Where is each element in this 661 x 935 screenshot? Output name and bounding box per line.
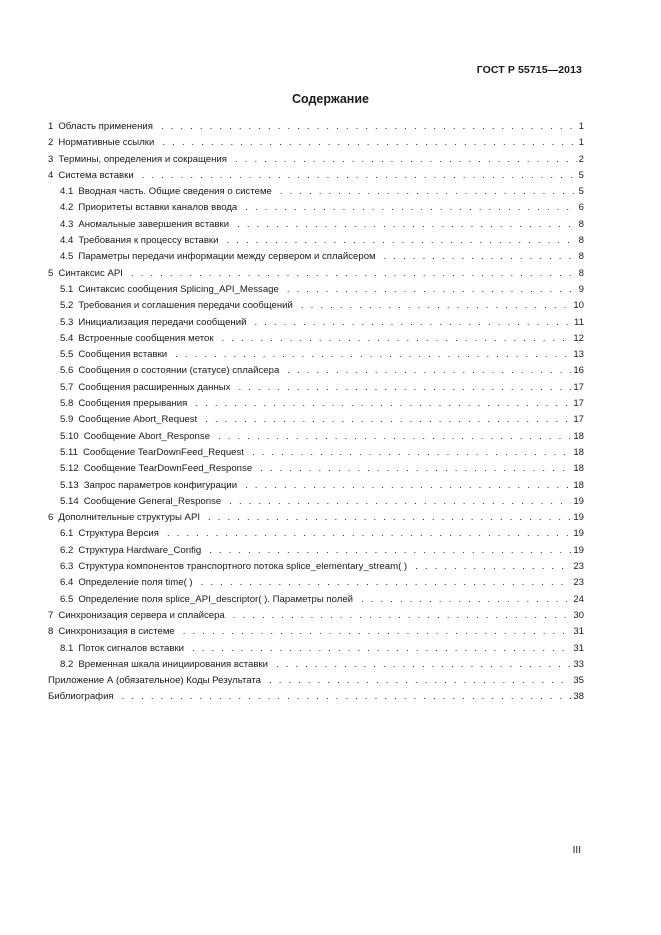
toc-entry-number: 2 bbox=[48, 137, 54, 149]
toc-entry-page: 18 bbox=[573, 430, 584, 442]
toc-entry[interactable] bbox=[48, 624, 584, 640]
dot-leader bbox=[175, 347, 571, 363]
toc-entry-page: 5 bbox=[578, 186, 584, 198]
toc-entry[interactable] bbox=[48, 543, 584, 559]
toc-entry-title: Требования к процессу вставки bbox=[78, 235, 219, 247]
toc-entry[interactable] bbox=[48, 412, 584, 428]
dot-leader bbox=[280, 184, 577, 200]
toc-entry-title: Сообщения вставки bbox=[78, 349, 168, 361]
toc-entry[interactable] bbox=[48, 673, 584, 689]
toc-entry-title: Термины, определения и сокращения bbox=[58, 153, 227, 165]
dot-leader bbox=[122, 689, 572, 705]
toc-entry-title: Сообщение Abort_Request bbox=[78, 414, 198, 426]
standard-id: ГОСТ Р 55715—2013 bbox=[476, 64, 582, 76]
toc-entry-title: Структура Версия bbox=[78, 528, 159, 540]
toc-entry-page: 17 bbox=[573, 381, 584, 393]
toc-entry-number: 5.4 bbox=[60, 332, 74, 344]
toc-entry[interactable] bbox=[48, 575, 584, 591]
toc-entry-title: Аномальные завершения вставки bbox=[78, 218, 230, 230]
toc-entry-page: 18 bbox=[573, 479, 584, 491]
toc-entry[interactable] bbox=[48, 282, 584, 298]
dot-leader bbox=[301, 298, 571, 314]
dot-leader bbox=[209, 543, 571, 559]
dot-leader bbox=[384, 249, 577, 265]
toc-entry-number: 6.3 bbox=[60, 561, 74, 573]
toc-entry-number: 6.1 bbox=[60, 528, 74, 540]
toc-entry-number: 5.7 bbox=[60, 381, 74, 393]
toc-entry-page: 10 bbox=[573, 300, 584, 312]
dot-leader bbox=[415, 559, 571, 575]
toc-entry-title: Поток сигналов вставки bbox=[78, 642, 185, 654]
dot-leader bbox=[260, 461, 571, 477]
toc-entry-page: 17 bbox=[573, 414, 584, 426]
toc-entry-title: Синхронизация сервера и сплайсера bbox=[58, 609, 225, 621]
toc-entry-page: 13 bbox=[573, 349, 584, 361]
toc-entry-page: 1 bbox=[578, 137, 584, 149]
toc-entry-title: Вводная часть. Общие сведения о системе bbox=[78, 186, 272, 198]
toc-entry-title: Запрос параметров конфигурации bbox=[83, 479, 238, 491]
toc-entry-page: 19 bbox=[573, 544, 584, 556]
toc-entry-page: 31 bbox=[573, 642, 584, 654]
toc-entry-number: 4.1 bbox=[60, 186, 74, 198]
dot-leader bbox=[233, 608, 572, 624]
toc-entry[interactable] bbox=[48, 249, 584, 265]
toc-entry-number: 5.11 bbox=[60, 446, 78, 458]
toc-entry-page: 5 bbox=[578, 169, 584, 181]
dot-leader bbox=[167, 526, 571, 542]
toc-entry-title: Система вставки bbox=[58, 169, 134, 181]
toc-entry-title: Структура Hardware_Config bbox=[78, 544, 202, 556]
toc-entry-number: 3 bbox=[48, 153, 54, 165]
toc-entry-title: Сообщения прерывания bbox=[78, 398, 188, 410]
toc-entry-title: Дополнительные структуры API bbox=[58, 512, 201, 524]
dot-leader bbox=[183, 624, 572, 640]
toc-entry-title: Инициализация передачи сообщений bbox=[78, 316, 247, 328]
toc-entry-page: 24 bbox=[573, 593, 584, 605]
toc-entry[interactable] bbox=[48, 331, 584, 347]
toc-entry-number: 5.13 bbox=[60, 479, 79, 491]
toc-entry-number: 5.5 bbox=[60, 349, 74, 361]
toc-entry[interactable] bbox=[48, 266, 584, 282]
toc-entry-number: 8.2 bbox=[60, 658, 74, 670]
toc-entry[interactable] bbox=[48, 429, 584, 445]
toc-entry[interactable] bbox=[48, 396, 584, 412]
toc-entry-page: 1 bbox=[578, 121, 584, 132]
dot-leader bbox=[287, 282, 577, 298]
toc-entry-number: 4.2 bbox=[60, 202, 74, 214]
toc-entry-title: Встроенные сообщения меток bbox=[78, 332, 214, 344]
toc-entry-number: 6.2 bbox=[60, 544, 74, 556]
toc-entry-page: 8 bbox=[578, 251, 584, 263]
toc-entry-number: 5 bbox=[48, 267, 54, 279]
document-header bbox=[477, 64, 582, 76]
toc-entry[interactable] bbox=[48, 689, 584, 705]
toc-entry-page: 2 bbox=[578, 153, 584, 165]
toc-entry[interactable] bbox=[48, 592, 584, 608]
toc-entry-title: Библиография bbox=[48, 691, 114, 703]
toc-entry[interactable] bbox=[48, 526, 584, 542]
toc-entry-number: 5.14 bbox=[60, 495, 79, 507]
toc-entry-title: Нормативные ссылки bbox=[58, 137, 155, 149]
toc-entry-number: 7 bbox=[48, 609, 54, 621]
toc-entry-title: Приоритеты вставки каналов ввода bbox=[78, 202, 238, 214]
page-number: III bbox=[572, 845, 581, 856]
toc-entry-page: 18 bbox=[573, 463, 584, 475]
toc-entry[interactable] bbox=[48, 200, 584, 216]
toc-entry[interactable] bbox=[48, 478, 584, 494]
toc-entry-page: 19 bbox=[573, 495, 584, 507]
dot-leader bbox=[222, 331, 572, 347]
toc-entry[interactable] bbox=[48, 445, 584, 461]
dot-leader bbox=[195, 396, 571, 412]
dot-leader bbox=[237, 217, 577, 233]
dot-leader bbox=[201, 575, 572, 591]
toc-entry[interactable] bbox=[48, 217, 584, 233]
dot-leader bbox=[229, 494, 571, 510]
toc-entry-number: 5.9 bbox=[60, 414, 74, 426]
toc-entry-title: Приложение А (обязательное) Коды Результата bbox=[48, 675, 261, 687]
toc-entry-page: 12 bbox=[573, 332, 584, 344]
toc-entry-title: Параметры передачи информации между сервером и сплайсером bbox=[78, 251, 376, 263]
toc-entry-title: Сообщение General_Response bbox=[83, 495, 222, 507]
dot-leader bbox=[131, 266, 577, 282]
dot-leader bbox=[254, 315, 572, 331]
toc-entry-number: 4.5 bbox=[60, 251, 74, 263]
toc-entry-page: 17 bbox=[573, 398, 584, 410]
dot-leader bbox=[192, 641, 571, 657]
toc-entry-title: Структура компонентов транспортного потока splice_elementary_stream( ) bbox=[78, 561, 408, 573]
toc-entry[interactable] bbox=[48, 119, 584, 135]
toc-entry-number: 6.5 bbox=[60, 593, 74, 605]
toc-entry-number: 4 bbox=[48, 169, 54, 181]
toc-entry-number: 5.1 bbox=[60, 283, 74, 295]
toc-entry[interactable] bbox=[48, 233, 584, 249]
dot-leader bbox=[142, 168, 577, 184]
toc-entry[interactable] bbox=[48, 135, 584, 151]
toc-entry[interactable] bbox=[48, 510, 584, 526]
toc-entry[interactable] bbox=[48, 152, 584, 168]
toc-entry-title: Временная шкала инициирования вставки bbox=[78, 658, 268, 670]
toc-entry[interactable] bbox=[48, 347, 584, 363]
toc-entry-page: 35 bbox=[573, 675, 584, 687]
toc-entry[interactable] bbox=[48, 168, 584, 184]
toc-entry-page: 19 bbox=[573, 528, 584, 540]
toc-entry-page: 11 bbox=[574, 316, 584, 328]
toc-entry-title: Определение поля splice_API_descriptor( ). Параметры полей bbox=[78, 593, 354, 605]
toc-entry-page: 31 bbox=[573, 626, 584, 638]
toc-entry[interactable] bbox=[48, 315, 584, 331]
toc-entry-page: 23 bbox=[573, 561, 584, 573]
toc-entry-page: 23 bbox=[573, 577, 584, 589]
toc-entry-title: Сообщение TearDownFeed_Response bbox=[83, 463, 253, 475]
toc-entry-number: 5.2 bbox=[60, 300, 74, 312]
dot-leader bbox=[218, 429, 571, 445]
toc-entry[interactable] bbox=[48, 657, 584, 673]
toc-entry-page: 8 bbox=[578, 267, 584, 279]
toc-entry-page: 18 bbox=[573, 446, 584, 458]
toc-entry-title: Сообщение Abort_Response bbox=[83, 430, 211, 442]
dot-leader bbox=[205, 412, 571, 428]
toc-entry[interactable] bbox=[48, 494, 584, 510]
toc-entry-number: 5.3 bbox=[60, 316, 74, 328]
toc-entry-number: 4.3 bbox=[60, 218, 74, 230]
toc-entry[interactable] bbox=[48, 608, 584, 624]
dot-leader bbox=[235, 152, 577, 168]
page-title: Содержание bbox=[291, 92, 369, 106]
toc-entry-title: Синтаксис сообщения Splicing_API_Message bbox=[78, 283, 279, 295]
toc-entry-number: 1 bbox=[48, 121, 54, 132]
toc-entry-page: 16 bbox=[573, 365, 584, 377]
toc-entry-number: 5.8 bbox=[60, 398, 74, 410]
dot-leader bbox=[361, 592, 571, 608]
toc-entry-page: 33 bbox=[573, 658, 584, 670]
toc-entry[interactable] bbox=[48, 363, 584, 379]
dot-leader bbox=[245, 478, 571, 494]
toc-entry[interactable] bbox=[48, 559, 584, 575]
toc-entry[interactable] bbox=[48, 641, 584, 657]
dot-leader bbox=[226, 233, 576, 249]
toc-entry-page: 6 bbox=[578, 202, 584, 214]
toc-entry-title: Синтаксис API bbox=[58, 267, 123, 279]
dot-leader bbox=[238, 380, 571, 396]
dot-leader bbox=[245, 200, 576, 216]
toc-entry-title: Сообщение TearDownFeed_Request bbox=[82, 446, 244, 458]
table-of-contents bbox=[48, 119, 584, 706]
toc-entry-number: 8.1 bbox=[60, 642, 74, 654]
toc-entry-page: 19 bbox=[573, 512, 584, 524]
toc-entry-number: 6.4 bbox=[60, 577, 74, 589]
toc-entry[interactable] bbox=[48, 380, 584, 396]
dot-leader bbox=[276, 657, 571, 673]
toc-entry-number: 5.6 bbox=[60, 365, 74, 377]
toc-entry-page: 8 bbox=[578, 235, 584, 247]
dot-leader bbox=[208, 510, 571, 526]
toc-entry[interactable] bbox=[48, 461, 584, 477]
toc-entry-number: 6 bbox=[48, 512, 54, 524]
toc-entry-title: Сообщения расширенных данных bbox=[78, 381, 231, 393]
dot-leader bbox=[162, 135, 576, 151]
toc-entry-title: Область применения bbox=[58, 121, 153, 132]
toc-entry-page: 30 bbox=[573, 609, 584, 621]
toc-entry-number: 8 bbox=[48, 626, 54, 638]
dot-leader bbox=[252, 445, 571, 461]
toc-entry-title: Требования и соглашения передачи сообщений bbox=[78, 300, 293, 312]
dot-leader bbox=[287, 363, 571, 379]
toc-entry-title: Синхронизация в системе bbox=[58, 626, 175, 638]
toc-entry-number: 5.10 bbox=[60, 430, 79, 442]
toc-entry-title: Определение поля time( ) bbox=[78, 577, 193, 589]
toc-entry-title: Сообщения о состоянии (статусе) сплайсера bbox=[78, 365, 280, 377]
toc-entry[interactable] bbox=[48, 184, 584, 200]
toc-entry-page: 9 bbox=[578, 283, 584, 295]
toc-entry-number: 4.4 bbox=[60, 235, 74, 247]
toc-entry-page: 38 bbox=[573, 691, 584, 703]
toc-entry[interactable] bbox=[48, 298, 584, 314]
dot-leader bbox=[161, 119, 577, 135]
toc-entry-number: 5.12 bbox=[60, 463, 79, 475]
dot-leader bbox=[269, 673, 571, 689]
toc-entry-page: 8 bbox=[578, 218, 584, 230]
